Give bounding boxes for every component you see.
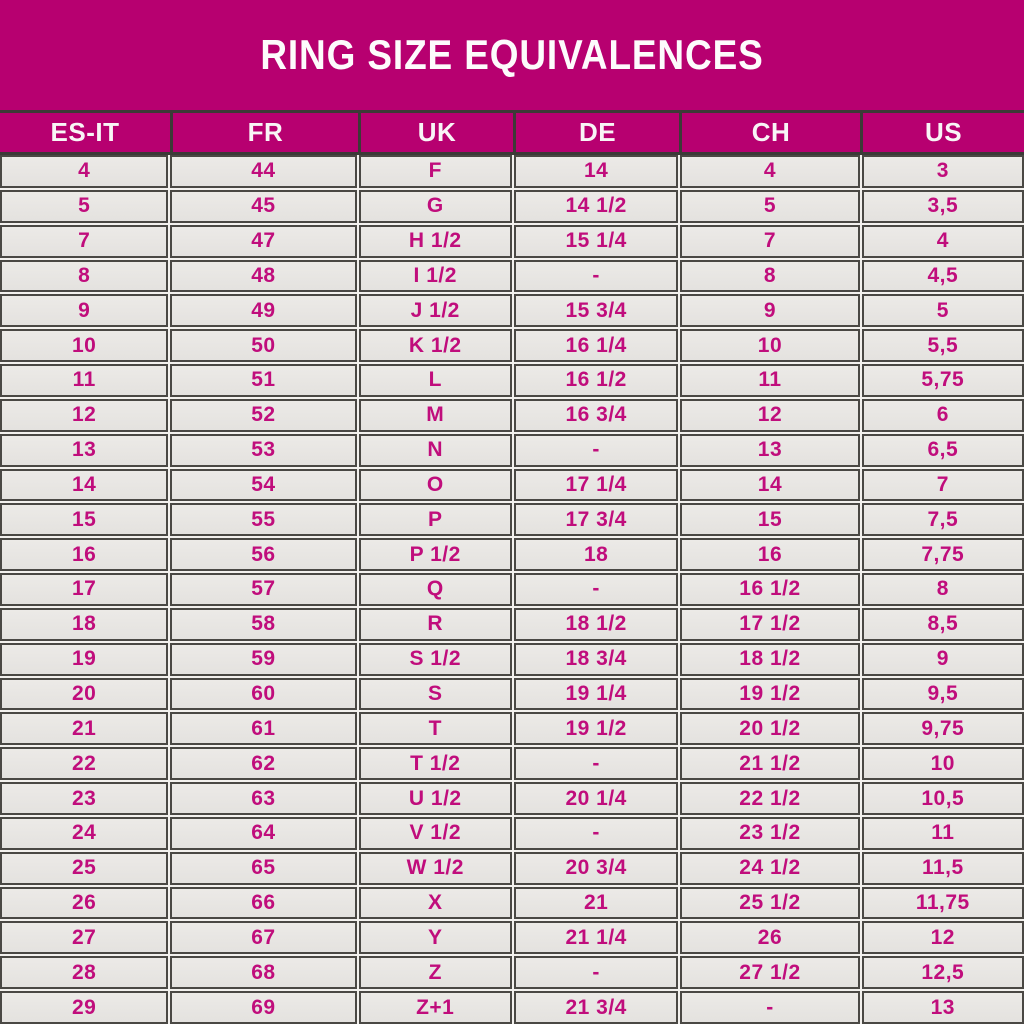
table-cell: 20 <box>0 678 168 711</box>
table-cell: 4 <box>0 155 168 188</box>
table-cell: I 1/2 <box>359 260 512 293</box>
table-cell: - <box>514 956 678 989</box>
table-cell: P <box>359 503 512 536</box>
table-cell: 14 <box>514 155 678 188</box>
table-cell: 14 <box>680 469 859 502</box>
table-cell: 10 <box>862 747 1024 780</box>
table-cell: 56 <box>170 538 356 571</box>
table-cell: 18 <box>0 608 168 641</box>
table-cell: 5 <box>862 294 1024 327</box>
table-cell: 28 <box>0 956 168 989</box>
table-cell: 68 <box>170 956 356 989</box>
table-cell: 18 1/2 <box>680 643 859 676</box>
table-cell: 17 3/4 <box>514 503 678 536</box>
table-cell: 27 1/2 <box>680 956 859 989</box>
table-cell: 21 3/4 <box>514 991 678 1024</box>
table-cell: 25 1/2 <box>680 887 859 920</box>
table-cell: 16 <box>680 538 859 571</box>
table-cell: 13 <box>862 991 1024 1024</box>
table-cell: 14 1/2 <box>514 190 678 223</box>
table-cell: 7,5 <box>862 503 1024 536</box>
table-cell: 15 <box>680 503 859 536</box>
table-cell: 51 <box>170 364 356 397</box>
column-header-uk: UK <box>358 113 513 152</box>
table-cell: 12 <box>862 921 1024 954</box>
table-cell: 25 <box>0 852 168 885</box>
table-cell: 12 <box>680 399 859 432</box>
table-cell: 24 1/2 <box>680 852 859 885</box>
table-cell: 7 <box>0 225 168 258</box>
table-cell: 12 <box>0 399 168 432</box>
table-cell: Z <box>359 956 512 989</box>
table-cell: 7,75 <box>862 538 1024 571</box>
table-cell: Z+1 <box>359 991 512 1024</box>
table-cell: 5 <box>0 190 168 223</box>
table-cell: 17 <box>0 573 168 606</box>
table-cell: 11,75 <box>862 887 1024 920</box>
table-cell: 59 <box>170 643 356 676</box>
table-cell: T 1/2 <box>359 747 512 780</box>
table-cell: V 1/2 <box>359 817 512 850</box>
table-cell: 20 1/2 <box>680 712 859 745</box>
table-cell: P 1/2 <box>359 538 512 571</box>
table-cell: 8 <box>0 260 168 293</box>
table-cell: 52 <box>170 399 356 432</box>
table-body <box>0 155 1024 1024</box>
table-header-row <box>0 110 1024 155</box>
table-cell: 13 <box>680 434 859 467</box>
table-cell: 15 3/4 <box>514 294 678 327</box>
table-cell: 10,5 <box>862 782 1024 815</box>
page-title: RING SIZE EQUIVALENCES <box>260 31 764 78</box>
table-cell: 6,5 <box>862 434 1024 467</box>
table-cell: 66 <box>170 887 356 920</box>
title-band <box>0 0 1024 110</box>
table-cell: - <box>514 434 678 467</box>
table-cell: - <box>514 817 678 850</box>
table-cell: 21 <box>514 887 678 920</box>
table-cell: 26 <box>0 887 168 920</box>
table-cell: 23 <box>0 782 168 815</box>
table-cell: 65 <box>170 852 356 885</box>
table-cell: Y <box>359 921 512 954</box>
table-cell: M <box>359 399 512 432</box>
table-cell: X <box>359 887 512 920</box>
table-cell: 5,75 <box>862 364 1024 397</box>
table-cell: 57 <box>170 573 356 606</box>
table-cell: 4 <box>680 155 859 188</box>
table-cell: 47 <box>170 225 356 258</box>
table-cell: 20 3/4 <box>514 852 678 885</box>
table-cell: - <box>514 573 678 606</box>
table-cell: 16 1/2 <box>680 573 859 606</box>
table-cell: F <box>359 155 512 188</box>
table-cell: S <box>359 678 512 711</box>
table-cell: 12,5 <box>862 956 1024 989</box>
table-cell: 9 <box>862 643 1024 676</box>
table-cell: 8,5 <box>862 608 1024 641</box>
column-header-ch: CH <box>679 113 860 152</box>
table-cell: R <box>359 608 512 641</box>
table-cell: 67 <box>170 921 356 954</box>
table-cell: 9,5 <box>862 678 1024 711</box>
table-cell: 19 <box>0 643 168 676</box>
table-cell: 19 1/2 <box>680 678 859 711</box>
table-cell: 21 1/4 <box>514 921 678 954</box>
table-cell: 64 <box>170 817 356 850</box>
table-cell: 27 <box>0 921 168 954</box>
table-cell: 16 3/4 <box>514 399 678 432</box>
table-cell: 7 <box>862 469 1024 502</box>
table-cell: 9,75 <box>862 712 1024 745</box>
table-cell: 11 <box>0 364 168 397</box>
table-cell: 15 <box>0 503 168 536</box>
table-cell: 18 1/2 <box>514 608 678 641</box>
table-cell: 10 <box>680 329 859 362</box>
table-cell: 7 <box>680 225 859 258</box>
table-cell: 54 <box>170 469 356 502</box>
table-cell: 69 <box>170 991 356 1024</box>
table-cell: 61 <box>170 712 356 745</box>
table-cell: 20 1/4 <box>514 782 678 815</box>
table-cell: 62 <box>170 747 356 780</box>
table-cell: 11,5 <box>862 852 1024 885</box>
table-cell: 4 <box>862 225 1024 258</box>
table-cell: - <box>680 991 859 1024</box>
table-cell: 21 <box>0 712 168 745</box>
table-cell: 9 <box>680 294 859 327</box>
table-cell: 9 <box>0 294 168 327</box>
table-cell: 44 <box>170 155 356 188</box>
table-cell: 16 1/2 <box>514 364 678 397</box>
table-cell: 17 1/2 <box>680 608 859 641</box>
table-cell: 45 <box>170 190 356 223</box>
table-cell: S 1/2 <box>359 643 512 676</box>
table-cell: 3 <box>862 155 1024 188</box>
table-cell: 23 1/2 <box>680 817 859 850</box>
table-cell: Q <box>359 573 512 606</box>
table-cell: W 1/2 <box>359 852 512 885</box>
table-cell: 22 <box>0 747 168 780</box>
table-cell: 5,5 <box>862 329 1024 362</box>
table-cell: 16 <box>0 538 168 571</box>
table-cell: - <box>514 260 678 293</box>
table-cell: 19 1/4 <box>514 678 678 711</box>
table-cell: 19 1/2 <box>514 712 678 745</box>
table-cell: 8 <box>680 260 859 293</box>
table-cell: 8 <box>862 573 1024 606</box>
table-cell: 22 1/2 <box>680 782 859 815</box>
table-cell: 50 <box>170 329 356 362</box>
table-cell: 26 <box>680 921 859 954</box>
table-cell: O <box>359 469 512 502</box>
table-cell: T <box>359 712 512 745</box>
table-cell: 16 1/4 <box>514 329 678 362</box>
table-cell: 14 <box>0 469 168 502</box>
table-cell: 55 <box>170 503 356 536</box>
table-cell: L <box>359 364 512 397</box>
table-cell: G <box>359 190 512 223</box>
table-cell: 60 <box>170 678 356 711</box>
table-cell: 6 <box>862 399 1024 432</box>
table-cell: 17 1/4 <box>514 469 678 502</box>
table-cell: 11 <box>680 364 859 397</box>
table-cell: U 1/2 <box>359 782 512 815</box>
table-cell: N <box>359 434 512 467</box>
table-cell: 53 <box>170 434 356 467</box>
table-cell: J 1/2 <box>359 294 512 327</box>
table-cell: 15 1/4 <box>514 225 678 258</box>
table-cell: 18 <box>514 538 678 571</box>
table-cell: 24 <box>0 817 168 850</box>
table-cell: - <box>514 747 678 780</box>
table-cell: 18 3/4 <box>514 643 678 676</box>
table-cell: 58 <box>170 608 356 641</box>
table-cell: 63 <box>170 782 356 815</box>
table-cell: 5 <box>680 190 859 223</box>
table-cell: 21 1/2 <box>680 747 859 780</box>
table-cell: 10 <box>0 329 168 362</box>
column-header-de: DE <box>513 113 679 152</box>
table-cell: H 1/2 <box>359 225 512 258</box>
table-cell: 48 <box>170 260 356 293</box>
column-header-es-it: ES-IT <box>50 117 120 147</box>
table-cell: 29 <box>0 991 168 1024</box>
table-cell: K 1/2 <box>359 329 512 362</box>
column-header-us: US <box>860 113 1024 152</box>
table-cell: 11 <box>862 817 1024 850</box>
table-cell: 49 <box>170 294 356 327</box>
table-cell: 13 <box>0 434 168 467</box>
column-header-fr: FR <box>170 113 358 152</box>
table-cell: 4,5 <box>862 260 1024 293</box>
table-cell: 3,5 <box>862 190 1024 223</box>
